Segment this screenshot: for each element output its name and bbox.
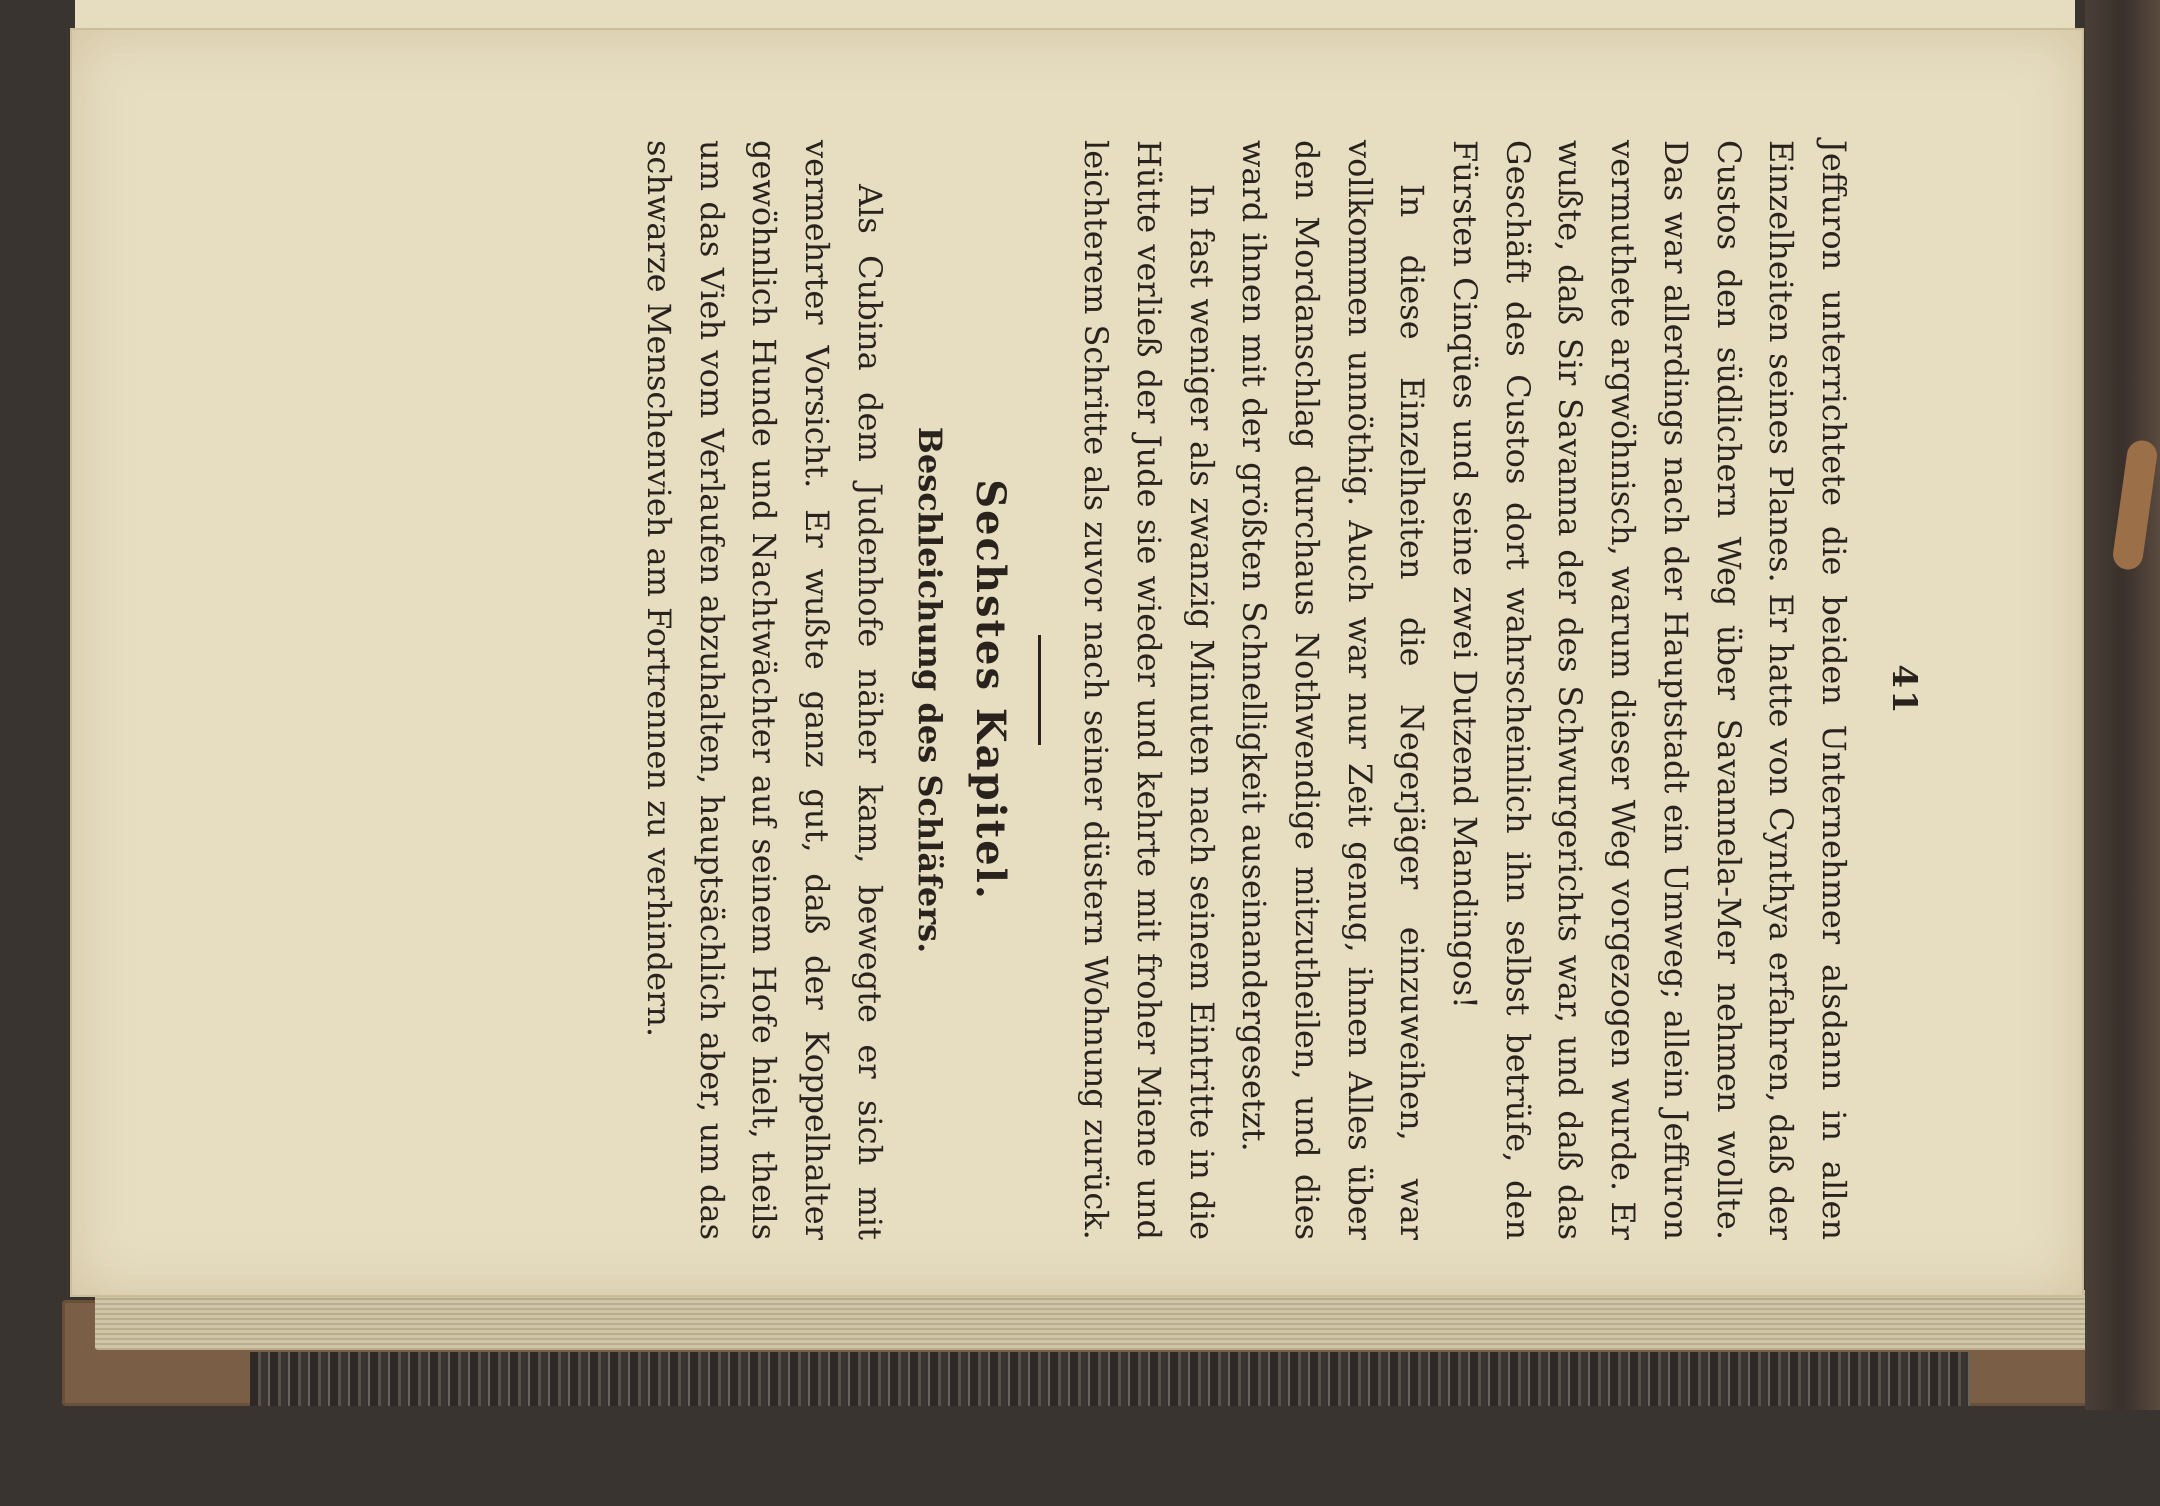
page-edges bbox=[95, 1290, 2090, 1350]
rotated-text-block bbox=[372, 110, 1952, 1270]
book-page bbox=[72, 30, 2082, 1295]
paragraph: Jeffuron unterrichtete die beiden Unternehmer alsdann in allen Einzelheiten seines Planes. Er hatte von Cynthya erfahren, daß der Custos den südlichern Weg über Savannela-Mer nehmen wollte. Das war allerdings nach der Hauptstadt ein Umweg; allein Jeffuron vermuthete argwöhnisch, warum dieser Weg vorgezogen wurde. Er wußte, daß Sir Savanna der des Schwurgerichts war, und daß das Geschäft des Custos dort wahrscheinlich ihn selbst betrüfe, den Fürsten Cinqües und seine zwei Dutzend Mandingos! bbox=[1446, 140, 1853, 1240]
marbled-edge bbox=[250, 1352, 1970, 1406]
previous-page-edge bbox=[75, 0, 2075, 32]
body-text bbox=[632, 140, 1860, 1240]
section-rule bbox=[1038, 635, 1041, 745]
chapter-title: Sechstes Kapitel. bbox=[967, 479, 1015, 901]
paragraph: In fast weniger als zwanzig Minuten nach seinem Eintritte in die Hütte verließ der Jude sie wieder und kehrte mit froher Miene und leichterem Schritte als zuvor nach seiner düstern Wohnung zurück. bbox=[1077, 140, 1221, 1240]
page-number: 41 bbox=[1884, 664, 1924, 716]
paragraph: In diese Einzelheiten die Negerjäger einzuweihen, war vollkommen unnöthig. Auch war nur Zeit genug, ihnen Alles über den Mordanschlag durchaus Nothwendige mitzutheilen, und dies ward ihnen mit der größten Schnelligkeit auseinandergesetzt. bbox=[1235, 140, 1432, 1240]
chapter-subtitle: Beschleichung des Schläfers. bbox=[911, 426, 950, 954]
paragraph: Als Cubina dem Judenhofe näher kam, bewegte er sich mit vermehrter Vorsicht. Er wußte ganz gut, daß der Koppelhalter gewöhnlich Hunde und Nachtwächter auf seinem Hofe hielt, theils um das Vieh vom Verlaufen abzuhalten, hauptsächlich aber, um das schwarze Menschenvieh am Fortrennen zu verhindern. bbox=[639, 140, 889, 1240]
book-spine bbox=[2085, 0, 2160, 1410]
text-frame bbox=[372, 110, 1952, 1270]
